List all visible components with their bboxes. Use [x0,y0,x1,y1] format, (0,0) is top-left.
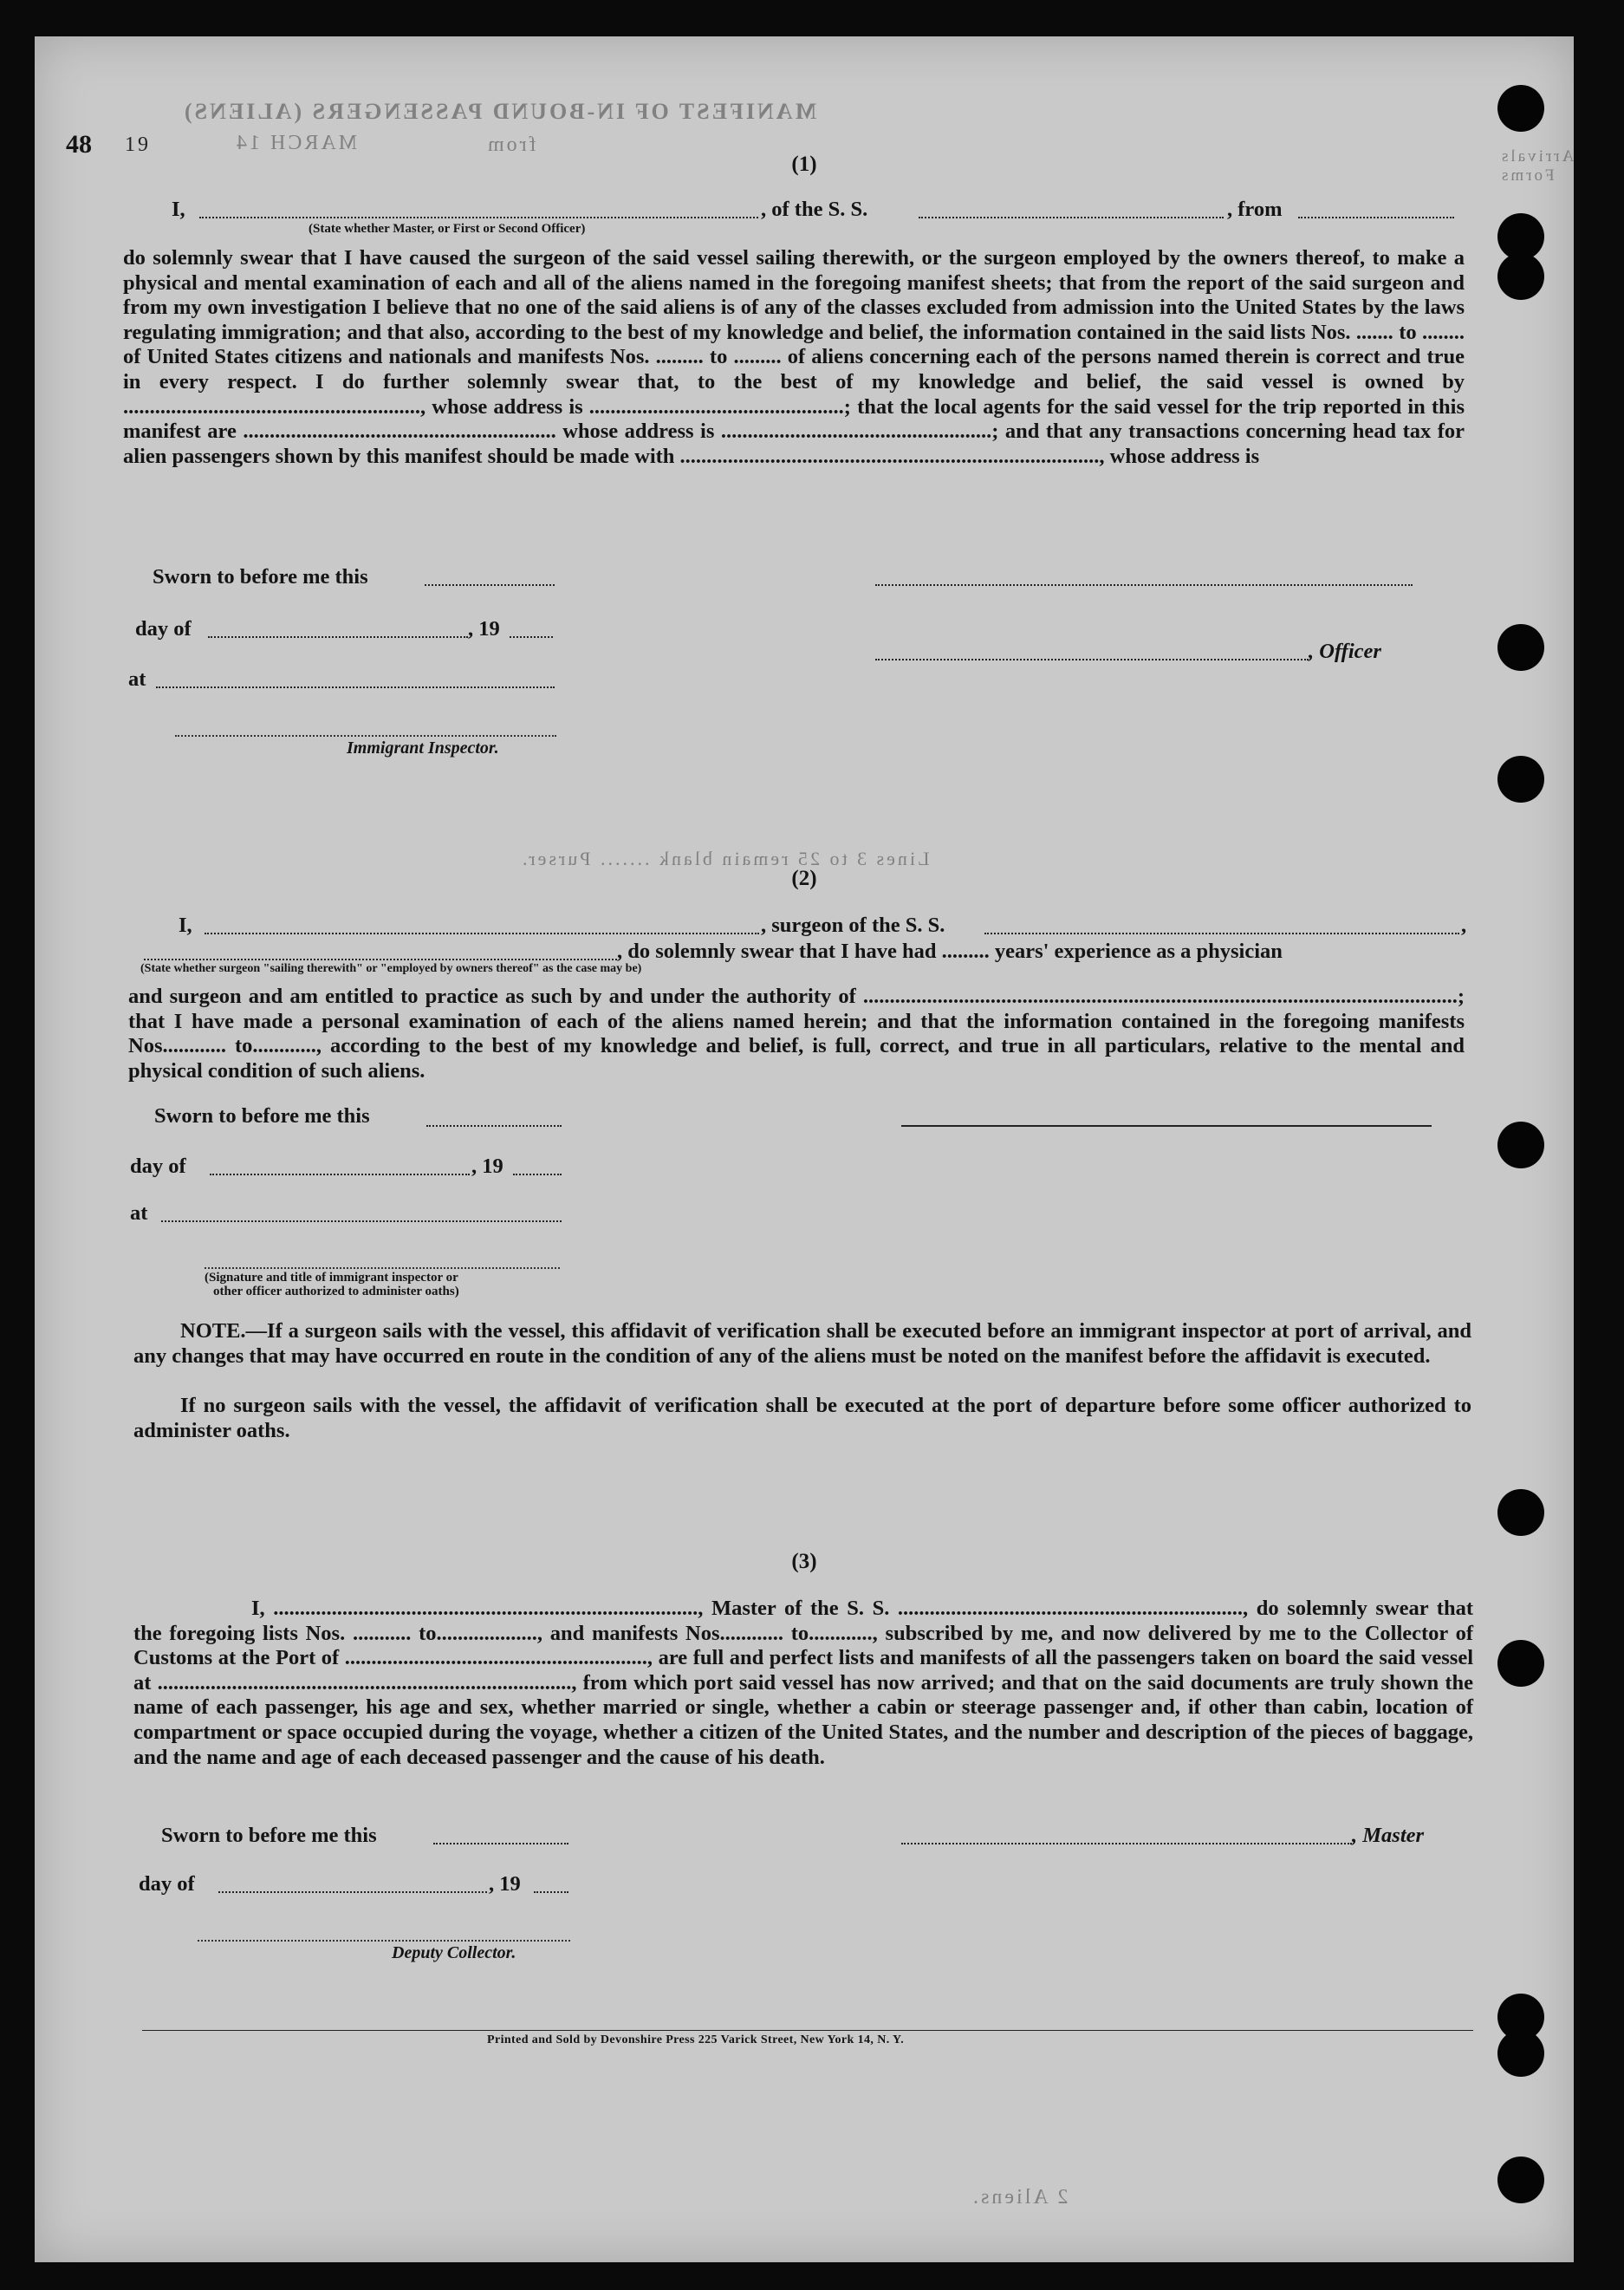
s1-officer-line-top [875,584,1413,586]
s2-inspector-sig-line [205,1267,560,1269]
punch-hole [1497,1122,1544,1168]
s2-year-line [513,1174,562,1175]
s1-at-label: at [128,667,146,691]
s3-sworn-line [433,1843,568,1844]
s1-officer-text: , Officer [1309,640,1381,663]
s2-role-line [144,959,617,960]
s2-day-of: day of [130,1155,186,1178]
s1-sworn-line [425,584,555,586]
s2-sig-line [901,1125,1432,1127]
bleed-title: MANIFEST OF IN-BOUND PASSENGERS (ALIENS) [182,99,817,124]
punch-hole [1497,1640,1544,1687]
s3-master-text: , Master [1352,1824,1425,1847]
s1-under-note: (State whether Master, or First or Second Officer) [309,222,586,236]
s2-at-label: at [130,1201,148,1225]
s3-day-line [218,1891,487,1893]
punch-hole [1497,85,1544,132]
s2-sig-note-1: (Signature and title of immigrant inspector or [205,1271,458,1285]
page-marker: 48 [66,130,92,159]
manifest-page [35,36,1574,2262]
s2-swear-line: , do solemnly swear that I have had ......... years' experience as a physician [617,940,1283,963]
s2-day-line [210,1174,470,1175]
punch-hole [1497,253,1544,300]
section-1-number: (1) [791,153,817,176]
s3-year: , 19 [489,1872,521,1896]
s1-from-label: , from [1227,198,1283,221]
s3-master-label [1352,1824,1424,1848]
footer-printer: Printed and Sold by Devonshire Press 225 Varick Street, New York 14, N. Y. [487,2033,905,2046]
s1-ship-line [919,217,1224,218]
s2-oath-paragraph: and surgeon and am entitled to practice as such by and under the authority of ................................................................................................................; that I have made a personal examination of each of the aliens named herein; and that the information contained in the foregoing manifests Nos............ to............, according to the best of my knowledge and belief, is full, correct, and true in all particulars, relative to the mental and physical condition of such aliens. [128,985,1465,1083]
punch-hole [1497,624,1544,671]
s2-sworn-line [426,1125,562,1127]
punch-hole [1497,2030,1544,2077]
note-paragraph-1: NOTE.—If a surgeon sails with the vessel, this affidavit of verification shall be executed before an immigrant inspector at port of arrival, and any changes that may have occurred en route in the condition of any of the aliens must be noted on the manifest before the affidavit is executed. [133,1319,1471,1368]
s1-sworn-label: Sworn to before me this [153,565,368,589]
s3-day-of: day of [139,1872,195,1896]
s1-inspector-sig-line [175,735,556,737]
s2-year: , 19 [471,1155,503,1178]
bleed-right-2: Forms [1499,166,1555,185]
punch-hole [1497,1489,1544,1536]
s1-i-prefix: I, [172,198,185,221]
s2-name-line [205,933,759,934]
s1-inspector-label: Immigrant Inspector. [347,738,499,758]
s2-comma: , [1461,914,1467,937]
s2-sworn-label: Sworn to before me this [154,1104,370,1128]
s3-sworn-label: Sworn to before me this [161,1824,377,1847]
section-2-number: (2) [791,867,817,890]
bleed-date: MARCH 14 [234,132,358,154]
note-paragraph-2: If no surgeon sails with the vessel, the affidavit of verification shall be executed at the port of departure before some officer authorized to administer oaths. [133,1394,1471,1442]
s3-year-line [534,1891,568,1893]
bleed-right-1: Arrivals [1499,147,1575,166]
s3-oath-paragraph: I, ................................................................................, Master of the S. S. ................................................................., do solemnly swear that the foregoing lists Nos. ........... to..................., and manifests Nos............ to............, subscribed by me, and now delivered by me to the Collector of Customs at the Port of ........................................................., are full and perfect lists and manifests of all the passengers taken on board the said vessel at .............................................................................., from which port said vessel has now arrived; and that on the said documents are truly shown the name of each passenger, his age and sex, whether married or single, whether a cabin or steerage passenger and, if other than cabin, location of compartment or space occupied during the voyage, whether a citizen of the United States, and the number and description of the pieces of baggage, and the name and age of each deceased passenger and the cause of his death. [133,1597,1473,1769]
s2-i-prefix: I, [179,914,192,937]
bleed-bottom: 2 Aliens. [971,2186,1069,2209]
s2-surgeon-of: , surgeon of the S. S. [761,914,945,937]
footer-rule [142,2030,1473,2031]
s2-state-note: (State whether surgeon "sailing therewith" or "employed by owners thereof" as the case may be) [140,962,642,975]
s1-officer-label [1309,640,1381,664]
s1-day-line [208,636,468,638]
s3-collector-sig-line [198,1940,570,1942]
s1-from-line [1298,217,1454,218]
s2-sig-note-2: other officer authorized to administer oaths) [213,1285,459,1298]
s1-year: , 19 [468,617,500,641]
punch-hole [1497,2157,1544,2203]
section-3-number: (3) [791,1550,817,1573]
s1-of-ss: , of the S. S. [761,198,868,221]
s1-officer-line [875,659,1309,660]
s1-name-line [199,217,758,218]
bleed-from: from [485,133,536,156]
bleed-typed-note: Lines 3 to 25 remain blank ....... Purser. [520,848,930,869]
s2-ship-line [984,933,1459,934]
s1-day-of: day of [135,617,192,641]
s3-master-line [901,1843,1352,1844]
s2-at-line [161,1220,562,1222]
punch-hole [1497,756,1544,803]
s1-year-line [510,636,553,638]
s1-oath-paragraph: do solemnly swear that I have caused the surgeon of the said vessel sailing therewith, or the surgeon employed by the owners thereof, to make a physical and mental examination of each and all of the aliens named in the foregoing manifest sheets; that from the report of the said surgeon and from my own investigation I believe that no one of the said aliens is of any of the classes excluded from admission into the United States by the laws regulating immigration; and that also, according to the best of my knowledge and belief, the information contained in the said lists Nos. ....... to ........ of United States citizens and nationals and manifests Nos. ......... to ......... of aliens concerning each of the persons named therein is correct and true in every respect. I do further solemnly swear that, to the best of my knowledge and belief, the said vessel is owned by ........................................................, whose address is ................................................; that the local agents for the said vessel for the trip reported in this manifest are ........................................................... whose address is ...................................................; and that any transactions concerning head tax for alien passengers shown by this manifest should be made with ..............................................................................., whose address is [123,246,1465,468]
s3-deputy-label: Deputy Collector. [392,1943,516,1962]
bleed-year: 19 [125,133,151,156]
s1-at-line [156,686,555,688]
